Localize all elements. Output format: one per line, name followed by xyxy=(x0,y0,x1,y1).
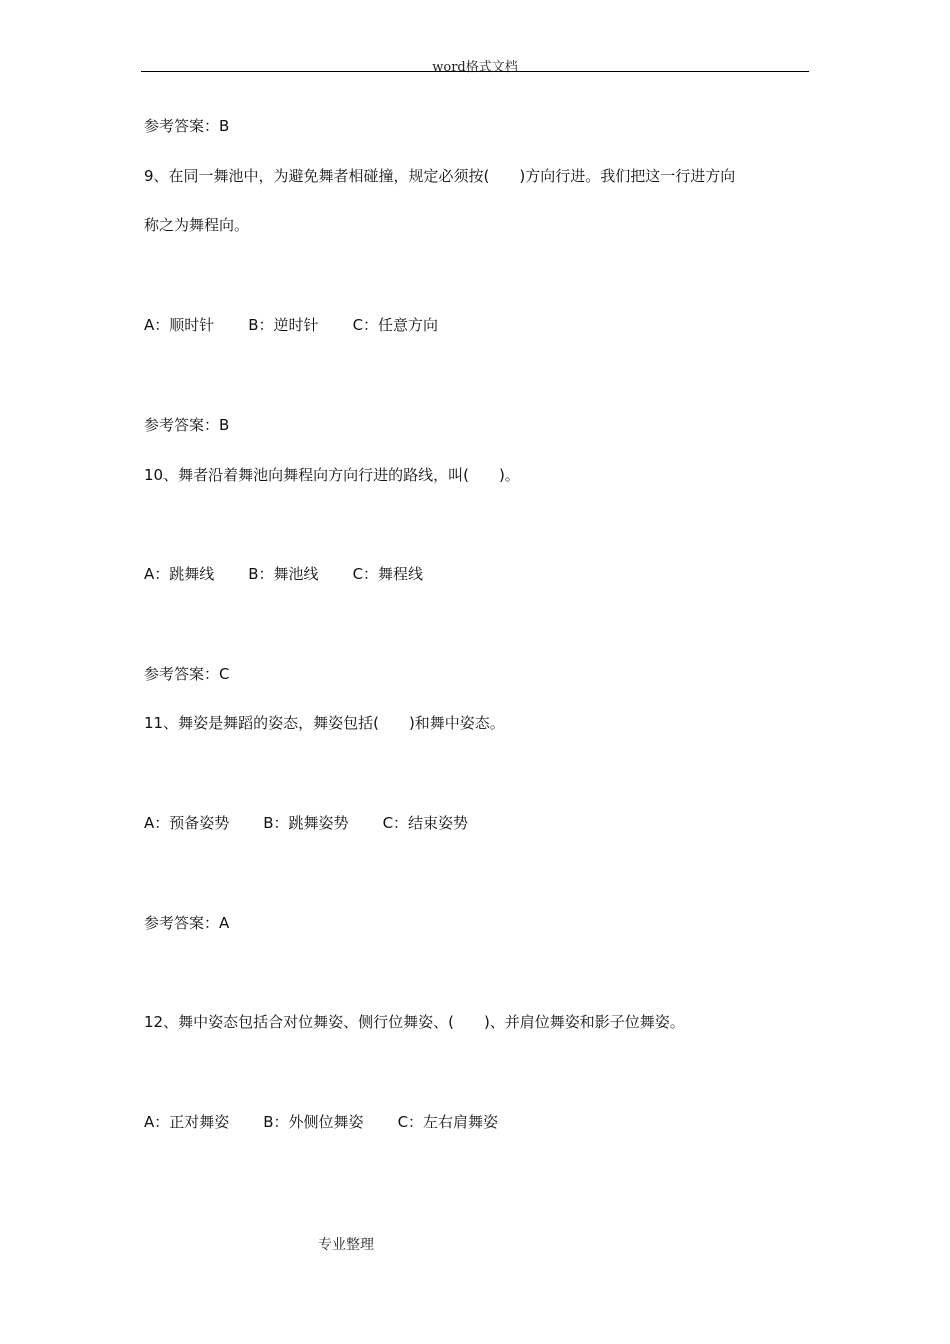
question-10-option-c: C：舞程线 xyxy=(352,565,424,583)
question-11-option-a: A：预备姿势 xyxy=(144,814,230,832)
question-11-text: 11、舞姿是舞蹈的姿态，舞姿包括( )和舞中姿态。 xyxy=(144,714,505,732)
question-9-answer: 参考答案：B xyxy=(144,416,230,434)
question-12-text: 12、舞中姿态包括合对位舞姿、侧行位舞姿、( )、并肩位舞姿和影子位舞姿。 xyxy=(144,1013,685,1031)
answer-prev: 参考答案：B xyxy=(144,117,230,135)
question-9-line-2: 称之为舞程向。 xyxy=(144,216,250,234)
question-9-option-b: B：逆时针 xyxy=(248,316,319,334)
question-9-option-c: C：任意方向 xyxy=(352,316,439,334)
question-10-answer: 参考答案：C xyxy=(144,665,230,683)
question-10-option-b: B：舞池线 xyxy=(248,565,319,583)
page-footer: 专业整理 xyxy=(318,1237,374,1253)
question-10-options xyxy=(144,564,423,584)
question-11-options xyxy=(144,813,468,833)
question-11-answer: 参考答案：A xyxy=(144,914,230,932)
question-10-text: 10、舞者沿着舞池向舞程向方向行进的路线，叫( )。 xyxy=(144,466,520,484)
question-12-option-a: A：正对舞姿 xyxy=(144,1113,230,1131)
question-9-line-1: 9、在同一舞池中，为避免舞者相碰撞，规定必须按( )方向行进。我们把这一行进方向 xyxy=(144,167,736,185)
question-11-option-c: C：结束姿势 xyxy=(382,814,469,832)
question-9-option-a: A：顺时针 xyxy=(144,316,215,334)
page-header: word格式文档 xyxy=(432,60,518,75)
question-12-option-b: B：外侧位舞姿 xyxy=(263,1113,364,1131)
question-12-option-c: C：左右肩舞姿 xyxy=(397,1113,499,1131)
header-rule xyxy=(141,71,809,72)
question-12-options xyxy=(144,1112,498,1132)
question-9-options xyxy=(144,315,438,335)
question-10-option-a: A：跳舞线 xyxy=(144,565,215,583)
question-11-option-b: B：跳舞姿势 xyxy=(263,814,349,832)
